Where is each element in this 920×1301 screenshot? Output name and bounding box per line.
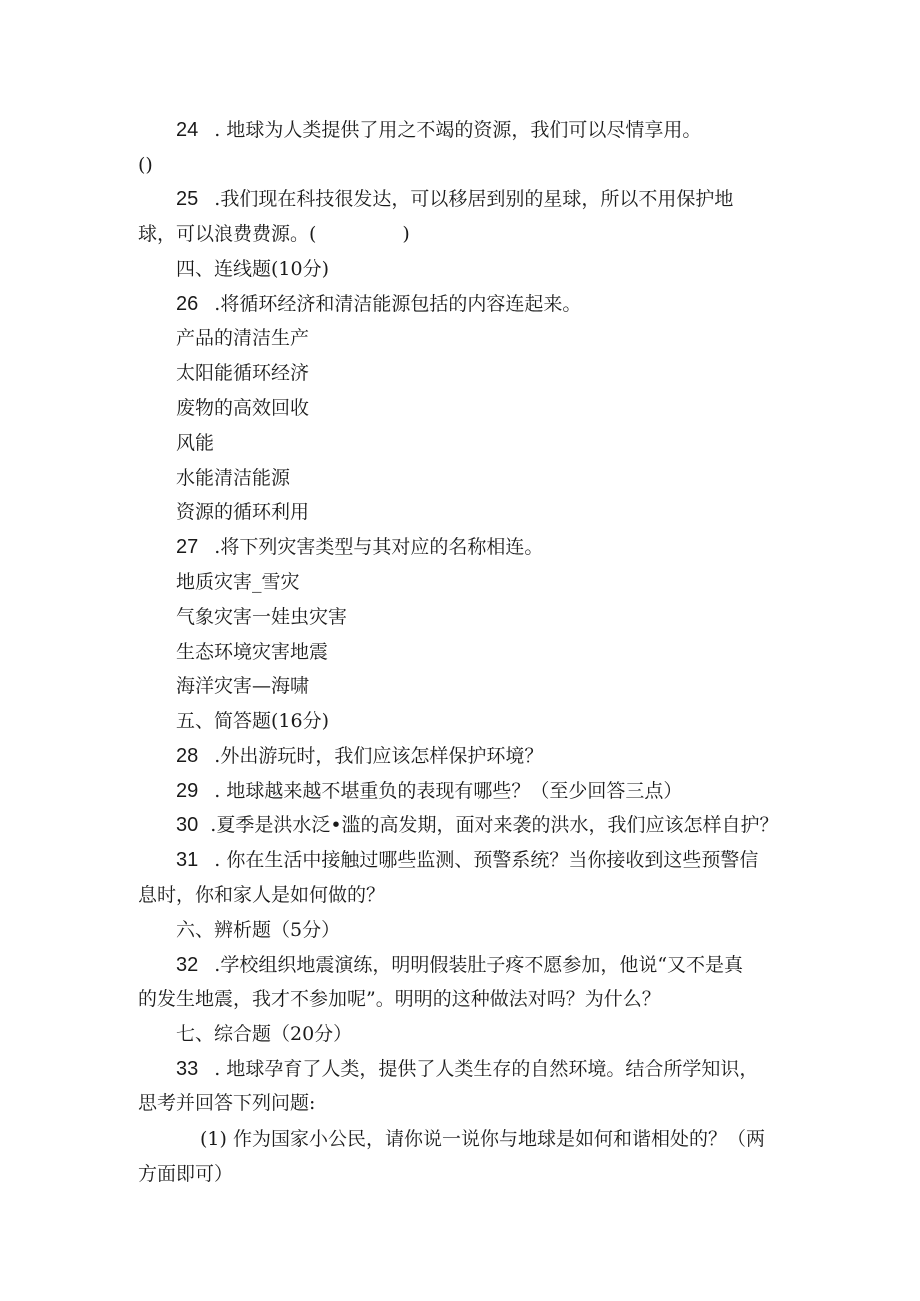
question-number: 25	[176, 188, 199, 210]
matching-item: 水能清洁能源	[176, 467, 291, 489]
matching-item: 废物的高效回收	[176, 397, 310, 419]
question-text: .将循环经济和清洁能源包括的内容连起来。	[214, 293, 582, 315]
answer-bracket: )	[402, 223, 410, 245]
matching-item: 风能	[176, 432, 215, 454]
question-32-line1	[176, 952, 743, 978]
question-25-line1	[176, 186, 733, 212]
question-33-line2: 思考并回答下列问题:	[138, 1092, 316, 1114]
matching-item: 地质灾害_雪灾	[176, 571, 300, 593]
sub-question-1-line2: 方面即可）	[138, 1163, 234, 1185]
question-text: .外出游玩时，我们应该怎样保护环境？	[214, 745, 544, 767]
question-number: 32	[176, 954, 199, 976]
section-heading-6: 六、辨析题（5分）	[176, 919, 341, 941]
question-text: .学校组织地震演练，明明假装肚子疼不愿参加，他说“又不是真	[214, 954, 744, 976]
question-33-line1	[176, 1056, 758, 1082]
question-number: 29	[176, 780, 199, 802]
sub-question-1-line1: (1) 作为国家小公民，请你说一说你与地球是如何和谐相处的？（两	[200, 1128, 765, 1150]
question-number: 31	[176, 849, 199, 871]
question-text: .我们现在科技很发达，可以移居到别的星球，所以不用保护地	[214, 188, 734, 210]
question-number: 33	[176, 1058, 199, 1080]
question-text: . 地球越来越不堪重负的表现有哪些？（至少回答三点）	[214, 780, 683, 802]
question-text: 球，可以浪费费源。(	[138, 223, 317, 245]
question-27	[176, 534, 543, 560]
question-24-line2: ()	[138, 154, 153, 176]
question-29	[176, 778, 682, 804]
section-heading-5: 五、简答题(16分)	[176, 710, 330, 732]
matching-item: 海洋灾害—海啸	[176, 675, 310, 697]
question-28	[176, 743, 543, 769]
question-30	[176, 812, 779, 838]
question-number: 24	[176, 119, 199, 141]
question-32-line2: 的发生地震，我才不参加呢”。明明的这种做法对吗？为什么？	[138, 988, 661, 1010]
question-25-line2	[138, 221, 410, 247]
question-text: . 地球孕育了人类，提供了人类生存的自然环境。结合所学知识，	[214, 1058, 759, 1080]
matching-item: 产品的清洁生产	[176, 327, 310, 349]
question-number: 26	[176, 293, 199, 315]
matching-item: 气象灾害一娃虫灾害	[176, 606, 348, 628]
matching-item: 生态环境灾害地震	[176, 641, 329, 663]
question-number: 30	[176, 814, 199, 836]
question-text: .将下列灾害类型与其对应的名称相连。	[214, 536, 544, 558]
question-text: .夏季是洪水泛•滥的高发期，面对来袭的洪水，我们应该怎样自护？	[210, 814, 779, 836]
question-24-line1	[176, 117, 701, 143]
question-number: 28	[176, 745, 199, 767]
section-heading-7: 七、综合题（20分）	[176, 1023, 353, 1045]
question-31-line2: 息时，你和家人是如何做的？	[138, 884, 386, 906]
question-text: . 地球为人类提供了用之不竭的资源，我们可以尽情享用。	[214, 119, 702, 141]
section-heading-4: 四、连线题(10分)	[176, 258, 330, 280]
matching-item: 太阳能循环经济	[176, 362, 310, 384]
question-text: . 你在生活中接触过哪些监测、预警系统？当你接收到这些预警信	[214, 849, 759, 871]
question-26	[176, 291, 581, 317]
matching-item: 资源的循环利用	[176, 501, 310, 523]
question-number: 27	[176, 536, 199, 558]
question-31-line1	[176, 847, 758, 873]
